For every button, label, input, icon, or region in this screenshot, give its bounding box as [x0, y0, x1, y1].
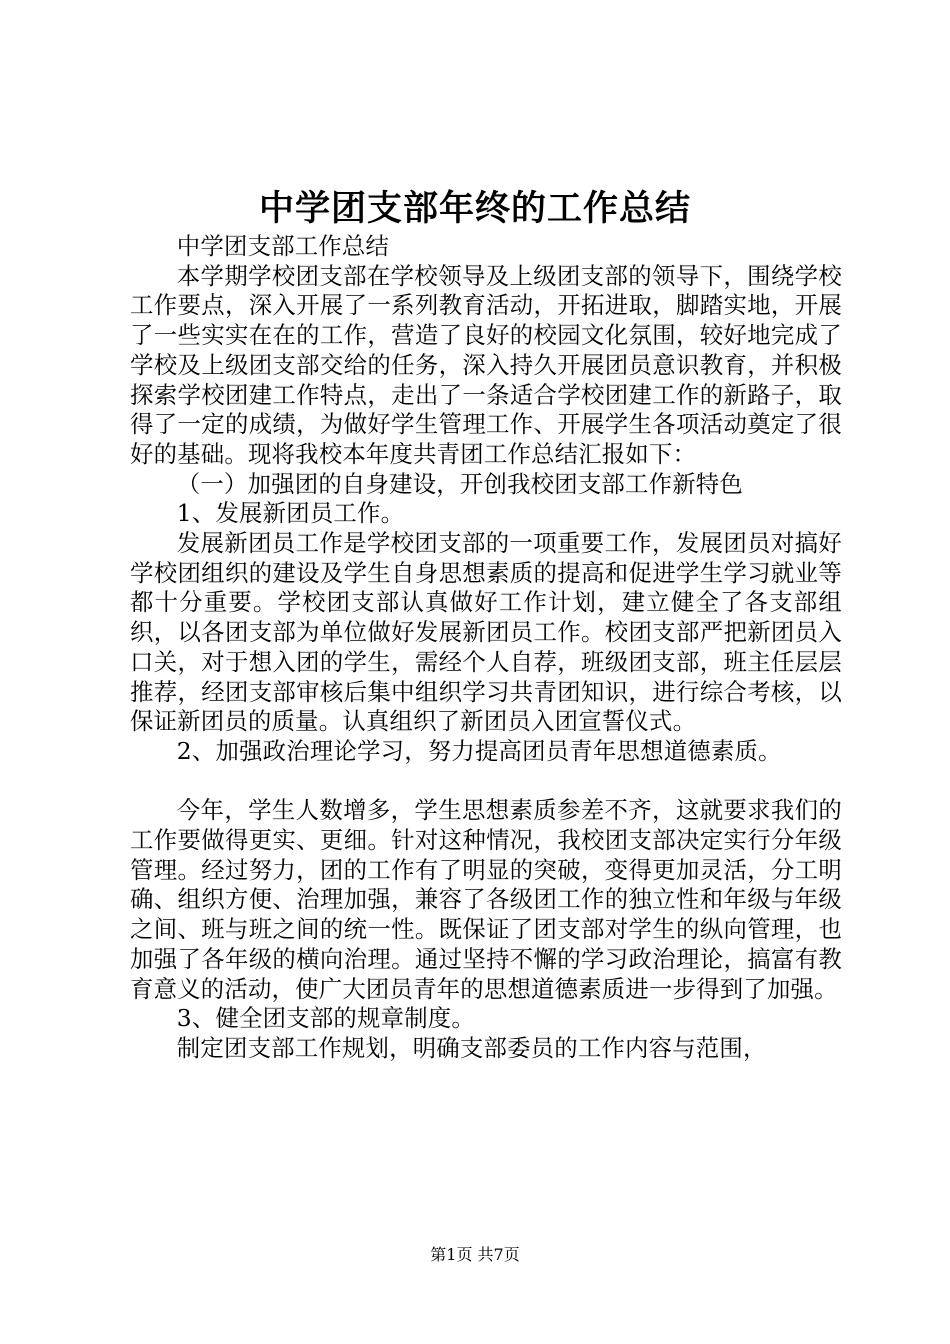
paragraph-subtitle: 中学团支部工作总结	[176, 232, 390, 260]
paragraph-intro: 本学期学校团支部在学校领导及上级团支部的领导下，围绕学校工作要点，深入开展了一系列教育活动，开拓进取，脚踏实地，开展了一些实实在在的工作，营造了良好的校园文化氛围，较好地完成了学校及上级团支部交给的任务，深入持久开展团员意识教育，并积极探索学校团建工作特点，走出了一条适合学校团建工作的新路子，取得了一定的成绩，为做好学生管理工作、开展学生各项活动奠定了很好的基础。现将我校本年度共青团工作总结汇报如下：	[130, 261, 842, 468]
subheading-3: 3、健全团支部的规章制度。	[176, 1004, 475, 1033]
subheading-1: 1、发展新团员工作。	[176, 499, 405, 528]
document-title: 中学团支部年终的工作总结	[258, 188, 691, 229]
page-footer: 第1页 共7页	[430, 1245, 520, 1264]
paragraph-new-members: 发展新团员工作是学校团支部的一项重要工作，发展团员对搞好学校团组织的建设及学生自身思想素质的提高和促进学生学习就业等都十分重要。学校团支部认真做好工作计划，建立健全了各支部组织，以各团支部为单位做好发展新团员工作。校团支部严把新团员入口关，对于想入团的学生，需经个人自荐，班级团支部，班主任层层推荐，经团支部审核后集中组织学习共青团知识，进行综合考核，以保证新团员的质量。认真组织了新团员入团宣誓仪式。	[130, 529, 842, 736]
section-heading-1: （一）加强团的自身建设，开创我校团支部工作新特色	[176, 469, 743, 498]
document-body	[130, 232, 842, 1064]
paragraph-rules: 制定团支部工作规划，明确支部委员的工作内容与范围，	[176, 1033, 767, 1062]
subheading-2: 2、加强政治理论学习，努力提高团员青年思想道德素质。	[176, 736, 782, 765]
paragraph-political-study: 今年，学生人数增多，学生思想素质参差不齐，这就要求我们的工作要做得更实、更细。针对这种情况，我校团支部决定实行分年级管理。经过努力，团的工作有了明显的突破，变得更加灵活，分工明确、组织方便、治理加强，兼容了各级团工作的独立性和年级与年级之间、班与班之间的统一性。既保证了团支部对学生的纵向管理，也加强了各年级的横向治理。通过坚持不懈的学习政治理论，搞富有教育意义的活动，使广大团员青年的思想道德素质进一步得到了加强。	[130, 796, 842, 1003]
